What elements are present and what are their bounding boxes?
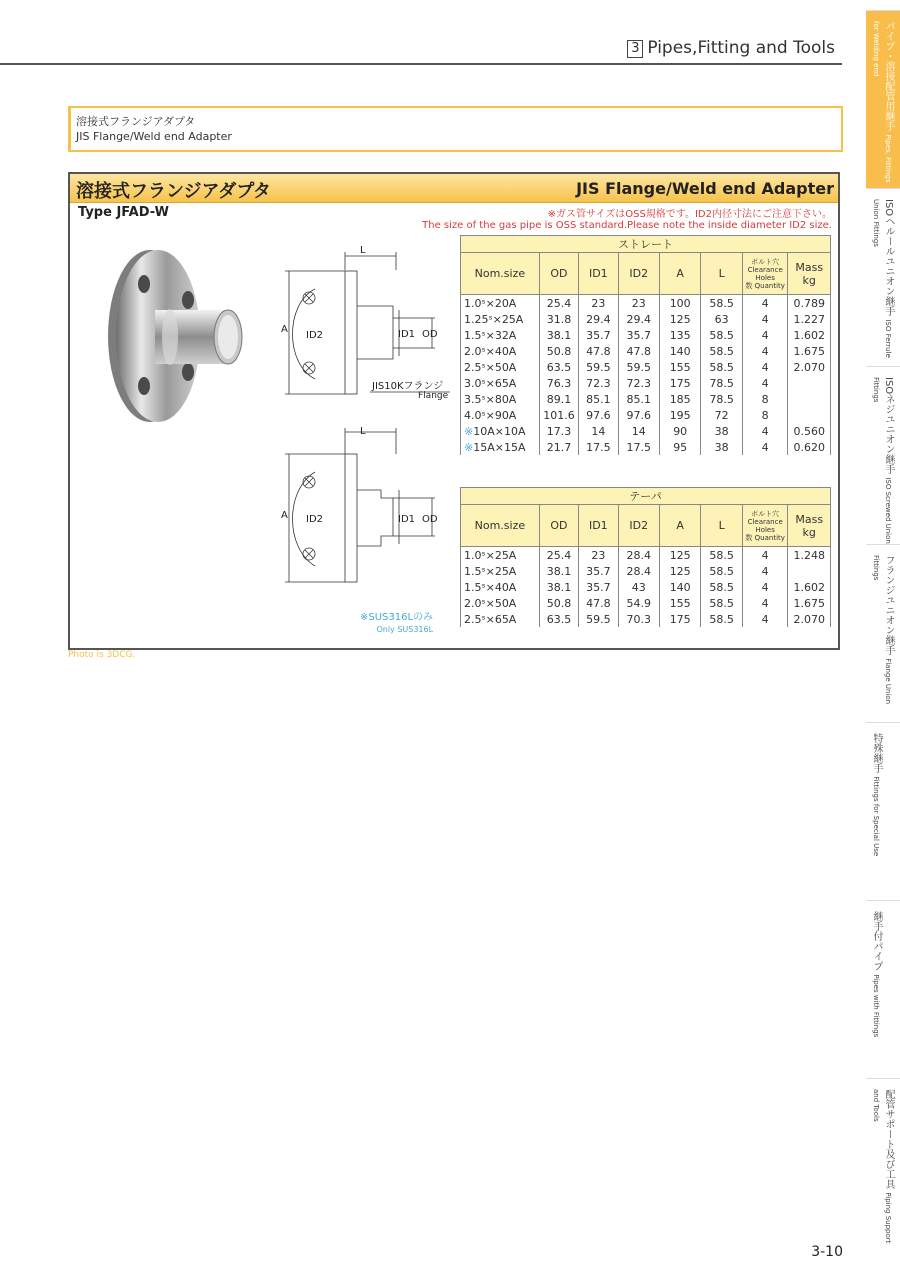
table-row — [461, 423, 831, 439]
nom-size-text: 3.5ˢ×80A — [464, 392, 517, 406]
dim-ID2-bottom: ID2 — [306, 514, 324, 525]
cell-l: 78.5 — [701, 375, 742, 391]
side-tab-label — [870, 1089, 894, 1257]
cell-l: 58.5 — [701, 595, 742, 611]
cell-id1: 59.5 — [579, 611, 618, 627]
col-bolt-jp: ボルト穴 — [751, 257, 780, 266]
cell-holes: 4 — [742, 611, 788, 627]
col-od: OD — [539, 253, 578, 295]
cell-id1: 23 — [579, 547, 618, 564]
flange-label-jp: JIS10Kフランジ — [372, 381, 444, 392]
side-tab[interactable] — [866, 722, 900, 901]
cell-od: 38.1 — [539, 563, 578, 579]
side-tab-jp: パイプ・溶接配管用継手 — [883, 21, 894, 131]
cell-holes: 8 — [742, 391, 788, 407]
product-type: Type JFAD-W — [78, 205, 169, 220]
side-index — [866, 10, 900, 1258]
side-tab-jp: 特殊継手 — [871, 733, 882, 773]
cell-l: 38 — [701, 423, 742, 439]
nom-size-text: 1.5ˢ×32A — [464, 328, 517, 342]
cell-od: 25.4 — [539, 295, 578, 312]
cell-od: 89.1 — [539, 391, 578, 407]
cell-l: 58.5 — [701, 359, 742, 375]
col-id1: ID1 — [579, 505, 618, 547]
nom-size-text: 10A×10A — [473, 424, 526, 438]
cell-mass: 1.248 — [788, 547, 831, 564]
col-id1: ID1 — [579, 253, 618, 295]
table-straight-body — [461, 295, 831, 456]
side-tab[interactable] — [866, 366, 900, 545]
side-tab-jp: 継手付パイプ — [871, 911, 882, 971]
cell-mass: 1.675 — [788, 595, 831, 611]
cell-od: 76.3 — [539, 375, 578, 391]
photo-note: Photo is 3DCG. — [68, 650, 136, 660]
cell-a: 140 — [659, 579, 700, 595]
cell-size — [461, 391, 540, 407]
cell-mass: 1.227 — [788, 311, 831, 327]
cell-holes: 4 — [742, 595, 788, 611]
col-od: OD — [539, 505, 578, 547]
header-rule — [0, 63, 842, 65]
col-bolt-en3: 数 Quantity — [745, 533, 785, 542]
panel-title-jp: 溶接式フランジアダプタ — [76, 181, 272, 202]
cell-l: 58.5 — [701, 579, 742, 595]
size-note-jp: ※ガス管サイズはOSS規格です。ID2内径寸法にご注意下さい。 — [547, 209, 832, 220]
cell-id1: 35.7 — [579, 579, 618, 595]
col-bolt-en2: Holes — [755, 273, 775, 282]
cell-l: 38 — [701, 439, 742, 455]
cell-od: 31.8 — [539, 311, 578, 327]
cell-id1: 23 — [579, 295, 618, 312]
table-row — [461, 579, 831, 595]
product-panel — [68, 172, 840, 650]
cell-mass: 1.602 — [788, 579, 831, 595]
table-taper-caption: テーパ — [461, 488, 831, 505]
cell-id2: 29.4 — [618, 311, 659, 327]
table-straight — [460, 235, 831, 455]
col-nom-size: Nom.size — [461, 253, 540, 295]
side-tab-en: Piping Support and Tools — [872, 1089, 892, 1244]
cell-a: 125 — [659, 547, 700, 564]
nom-size-text: 2.5ˢ×65A — [464, 612, 517, 626]
cell-holes: 4 — [742, 547, 788, 564]
cell-id2: 70.3 — [618, 611, 659, 627]
side-tab-en: Fittings for Special Use — [872, 776, 880, 857]
col-mass: Mass kg — [788, 505, 831, 547]
cell-mass: 1.675 — [788, 343, 831, 359]
cell-od: 38.1 — [539, 327, 578, 343]
cell-id2: 72.3 — [618, 375, 659, 391]
cell-mass — [788, 407, 831, 423]
sus-mark: ※ — [464, 424, 474, 438]
side-tab-en: Flange Union Fittings — [872, 555, 892, 705]
cell-id1: 97.6 — [579, 407, 618, 423]
dim-A-top: A — [281, 324, 288, 335]
side-tab-en: Pipes with Fittings — [872, 974, 880, 1038]
col-bolt-en1: Clearance — [747, 265, 783, 274]
col-id2: ID2 — [618, 253, 659, 295]
col-a: A — [659, 253, 700, 295]
cell-id2: 59.5 — [618, 359, 659, 375]
col-bolt-en2: Holes — [755, 525, 775, 534]
cell-l: 72 — [701, 407, 742, 423]
cell-size — [461, 407, 540, 423]
cell-mass — [788, 391, 831, 407]
cell-od: 50.8 — [539, 343, 578, 359]
dim-ID2-top: ID2 — [306, 330, 324, 341]
side-tab-label — [870, 199, 894, 367]
table-row — [461, 611, 831, 627]
cell-od: 101.6 — [539, 407, 578, 423]
side-tab[interactable] — [866, 900, 900, 1079]
cell-od: 38.1 — [539, 579, 578, 595]
cell-id2: 47.8 — [618, 343, 659, 359]
cell-size — [461, 375, 540, 391]
table-row — [461, 563, 831, 579]
cell-a: 155 — [659, 359, 700, 375]
cell-size — [461, 295, 540, 312]
cell-l: 78.5 — [701, 391, 742, 407]
nom-size-text: 1.0ˢ×20A — [464, 296, 517, 310]
cell-id1: 47.8 — [579, 343, 618, 359]
breadcrumb-en: JIS Flange/Weld end Adapter — [76, 130, 232, 143]
cell-od: 63.5 — [539, 611, 578, 627]
cell-size — [461, 547, 540, 564]
col-bolt-holes — [742, 253, 788, 295]
table-row — [461, 595, 831, 611]
cell-mass — [788, 375, 831, 391]
nom-size-text: 1.5ˢ×40A — [464, 580, 517, 594]
cell-holes: 4 — [742, 439, 788, 455]
cell-mass: 2.070 — [788, 611, 831, 627]
cell-holes: 4 — [742, 327, 788, 343]
cell-l: 58.5 — [701, 611, 742, 627]
cell-od: 25.4 — [539, 547, 578, 564]
col-l: L — [701, 253, 742, 295]
cell-l: 58.5 — [701, 343, 742, 359]
panel-header — [70, 174, 838, 203]
cell-size — [461, 439, 540, 455]
cell-holes: 4 — [742, 311, 788, 327]
breadcrumb — [68, 106, 843, 152]
table-row — [461, 343, 831, 359]
breadcrumb-jp: 溶接式フランジアダプタ — [76, 115, 196, 128]
nom-size-text: 4.0ˢ×90A — [464, 408, 517, 422]
cell-size — [461, 595, 540, 611]
cell-a: 175 — [659, 611, 700, 627]
table-row — [461, 359, 831, 375]
nom-size-text: 1.0ˢ×25A — [464, 548, 517, 562]
cell-od: 21.7 — [539, 439, 578, 455]
cell-size — [461, 311, 540, 327]
cell-id2: 28.4 — [618, 563, 659, 579]
cell-id2: 85.1 — [618, 391, 659, 407]
table-taper-body — [461, 547, 831, 628]
sus-note — [360, 612, 433, 636]
cell-a: 95 — [659, 439, 700, 455]
cell-mass: 0.560 — [788, 423, 831, 439]
cell-id1: 29.4 — [579, 311, 618, 327]
cell-mass — [788, 563, 831, 579]
cell-size — [461, 359, 540, 375]
side-tab-jp: ISOネジユニオン継手 — [883, 377, 894, 475]
cell-l: 58.5 — [701, 547, 742, 564]
sus-mark: ※ — [464, 440, 474, 454]
side-tab[interactable] — [866, 544, 900, 723]
cell-id1: 17.5 — [579, 439, 618, 455]
side-tab-label — [870, 555, 894, 723]
section-number: 3 — [627, 40, 643, 58]
size-note-en: The size of the gas pipe is OSS standard.Please note the inside diameter ID2 size. — [422, 220, 832, 231]
table-row — [461, 327, 831, 343]
cell-holes: 4 — [742, 423, 788, 439]
cell-mass: 1.602 — [788, 327, 831, 343]
cell-l: 58.5 — [701, 327, 742, 343]
cell-id2: 54.9 — [618, 595, 659, 611]
nom-size-text: 1.5ˢ×25A — [464, 564, 517, 578]
cell-id1: 35.7 — [579, 563, 618, 579]
col-bolt-en1: Clearance — [747, 517, 783, 526]
table-straight-caption: ストレート — [461, 236, 831, 253]
drawing-taper — [275, 424, 465, 589]
side-tab[interactable] — [866, 10, 900, 189]
cell-size — [461, 579, 540, 595]
cell-id1: 85.1 — [579, 391, 618, 407]
cell-id2: 14 — [618, 423, 659, 439]
cell-l: 63 — [701, 311, 742, 327]
nom-size-text: 1.25ˢ×25A — [464, 312, 524, 326]
table-row — [461, 311, 831, 327]
col-bolt-en3: 数 Quantity — [745, 281, 785, 290]
sus-note-jp: ※SUS316Lのみ — [360, 612, 434, 623]
cell-id1: 14 — [579, 423, 618, 439]
cell-id1: 47.8 — [579, 595, 618, 611]
side-tab-en: Pipes, Fittings for Welding end — [872, 21, 892, 183]
cell-mass: 2.070 — [788, 359, 831, 375]
cell-holes: 4 — [742, 563, 788, 579]
side-tab[interactable] — [866, 188, 900, 367]
table-row — [461, 407, 831, 423]
cell-l: 58.5 — [701, 563, 742, 579]
side-tab-en: ISO Screwed Union Fittings — [872, 377, 892, 544]
col-nom-size: Nom.size — [461, 505, 540, 547]
nom-size-text: 3.0ˢ×65A — [464, 376, 517, 390]
dim-L-top: L — [360, 245, 366, 256]
cell-a: 125 — [659, 311, 700, 327]
col-mass: Mass kg — [788, 253, 831, 295]
side-tab-en: ISO Ferrule Union Fittings — [872, 199, 892, 358]
section-title-text: Pipes,Fitting and Tools — [647, 38, 835, 58]
cell-id2: 28.4 — [618, 547, 659, 564]
cell-id1: 35.7 — [579, 327, 618, 343]
col-id2: ID2 — [618, 505, 659, 547]
page-number: 3-10 — [811, 1244, 843, 1260]
cell-id2: 35.7 — [618, 327, 659, 343]
col-a: A — [659, 505, 700, 547]
cell-id2: 43 — [618, 579, 659, 595]
side-tab-label — [870, 911, 882, 1037]
cell-holes: 8 — [742, 407, 788, 423]
cell-a: 90 — [659, 423, 700, 439]
cell-mass: 0.620 — [788, 439, 831, 455]
dim-ID1-bottom: ID1 — [398, 514, 416, 525]
col-bolt-holes — [742, 505, 788, 547]
table-row — [461, 439, 831, 455]
nom-size-text: 2.5ˢ×50A — [464, 360, 517, 374]
table-row — [461, 375, 831, 391]
cell-a: 135 — [659, 327, 700, 343]
size-note — [422, 209, 832, 231]
nom-size-text: 2.0ˢ×50A — [464, 596, 517, 610]
nom-size-text: 2.0ˢ×40A — [464, 344, 517, 358]
col-l: L — [701, 505, 742, 547]
section-title — [627, 38, 835, 58]
cell-a: 155 — [659, 595, 700, 611]
dim-A-bottom: A — [281, 510, 288, 521]
dim-OD-top: OD — [422, 329, 438, 340]
side-tab-jp: 配管サポート及び工具 — [883, 1089, 894, 1189]
cell-od: 63.5 — [539, 359, 578, 375]
col-bolt-jp: ボルト穴 — [751, 509, 780, 518]
side-tab-label — [870, 377, 894, 545]
panel-title-en: JIS Flange/Weld end Adapter — [576, 179, 834, 198]
cell-mass: 0.789 — [788, 295, 831, 312]
cell-size — [461, 327, 540, 343]
cell-holes: 4 — [742, 375, 788, 391]
cell-a: 195 — [659, 407, 700, 423]
product-photo — [100, 240, 250, 430]
side-tab-jp: フランジユニオン継手 — [883, 555, 894, 655]
table-row — [461, 295, 831, 312]
cell-a: 100 — [659, 295, 700, 312]
cell-id1: 72.3 — [579, 375, 618, 391]
cell-size — [461, 563, 540, 579]
side-tab[interactable] — [866, 1078, 900, 1257]
dim-L-bottom: L — [360, 426, 366, 437]
side-tab-label — [870, 21, 894, 189]
cell-holes: 4 — [742, 359, 788, 375]
cell-a: 140 — [659, 343, 700, 359]
cell-a: 175 — [659, 375, 700, 391]
cell-a: 125 — [659, 563, 700, 579]
flange-label-en: Flange — [418, 391, 449, 401]
cell-l: 58.5 — [701, 295, 742, 312]
cell-size — [461, 611, 540, 627]
cell-id2: 23 — [618, 295, 659, 312]
cell-holes: 4 — [742, 343, 788, 359]
cell-size — [461, 343, 540, 359]
table-taper — [460, 487, 831, 627]
cell-holes: 4 — [742, 579, 788, 595]
cell-od: 17.3 — [539, 423, 578, 439]
cell-id2: 97.6 — [618, 407, 659, 423]
table-row — [461, 547, 831, 564]
sus-note-en: Only SUS316L — [376, 625, 434, 634]
table-row — [461, 391, 831, 407]
side-tab-label — [870, 733, 882, 856]
nom-size-text: 15A×15A — [473, 440, 526, 454]
cell-size — [461, 423, 540, 439]
cell-id2: 17.5 — [618, 439, 659, 455]
cell-holes: 4 — [742, 295, 788, 312]
cell-id1: 59.5 — [579, 359, 618, 375]
cell-od: 50.8 — [539, 595, 578, 611]
dim-OD-bottom: OD — [422, 514, 438, 525]
side-tab-jp: ISOヘルールユニオン継手 — [883, 199, 894, 317]
dim-ID1-top: ID1 — [398, 329, 416, 340]
cell-a: 185 — [659, 391, 700, 407]
